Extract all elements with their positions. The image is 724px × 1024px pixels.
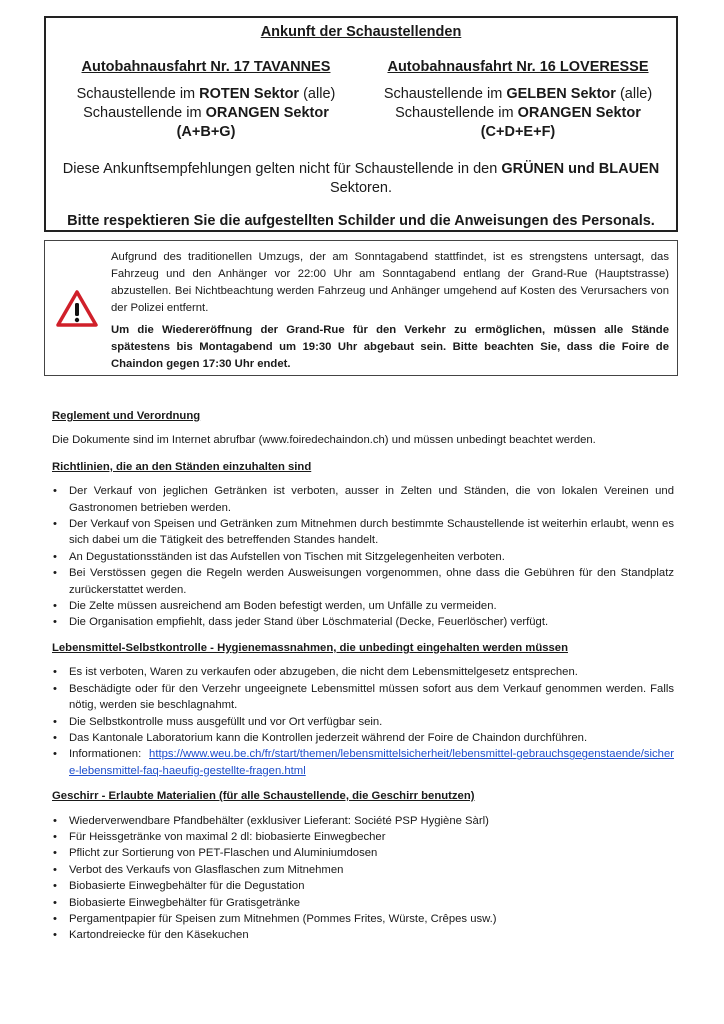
section-title-richtlinien: Richtlinien, die an den Ständen einzuhalten sind — [52, 460, 312, 473]
geschirr-list — [52, 813, 674, 944]
line-text: Schaustellende im — [383, 86, 507, 102]
info-label: Informationen: — [69, 748, 150, 761]
exit-loveresse-heading: Autobahnausfahrt Nr. 16 LOVERESSE — [387, 59, 649, 75]
list-item: • Pergamentpapier für Speisen zum Mitnehmen (Pommes Frites, Würste, Crêpes usw.) — [52, 911, 674, 927]
exit-tavannes-column — [56, 58, 356, 142]
warning-paragraph-parking: Aufgrund des traditionellen Umzugs, der am Sonntagabend stattfindet, ist es strengstens untersagt, das Fahrzeug und den Anhänger vor 22:00 Uhr am Sonntagabend entlang der Grand-Rue (Hauptstrasse) abzustellen. Bei Nichtbeachtung werden Fahrzeug und Anhänger umgehend auf Kosten des Verursachers von der Polizei entfernt. — [111, 251, 669, 314]
exit-loveresse-column — [368, 58, 668, 142]
notice-sectors: GRÜNEN und BLAUEN — [501, 161, 660, 177]
list-item: • Verbot des Verkaufs von Glasflaschen zum Mitnehmen — [52, 862, 674, 878]
list-item: • Bei Verstössen gegen die Regeln werden Ausweisungen vorgenommen, ohne dass die Gebühren für den Standplatz zurückerstattet werden. — [52, 565, 674, 598]
exit-tavannes-line1 — [56, 85, 356, 104]
exit-loveresse-line3 — [368, 123, 668, 142]
arrival-title: Ankunft der Schaustellenden — [260, 24, 462, 40]
exit-loveresse-line1 — [368, 85, 668, 104]
notice-text: Diese Ankunftsempfehlungen gelten nicht für Schaustellende in den — [62, 161, 502, 177]
section-title-hygiene: Lebensmittel-Selbstkontrolle - Hygienemassnahmen, die unbedingt eingehalten werden müssen — [52, 641, 568, 654]
exit-tavannes-line3 — [56, 123, 356, 142]
reglement-text: Die Dokumente sind im Internet abrufbar (www.foiredechaindon.ch) und müssen unbedingt beachtet werden. — [52, 434, 596, 447]
list-item: • Wiederverwendbare Pfandbehälter (exklusiver Lieferant: Société PSP Hygiène Sàrl) — [52, 813, 674, 829]
list-item: • Der Verkauf von jeglichen Getränken ist verboten, ausser in Zelten und Ständen, die von lokalen Vereinen und Gastronomen betrieben werden. — [52, 483, 674, 516]
list-item: • An Degustationsständen ist das Aufstellen von Tischen mit Sitzgelegenheiten verboten. — [52, 549, 674, 565]
section-title-reglement: Reglement und Verordnung — [52, 410, 201, 422]
list-item: • Die Organisation empfiehlt, dass jeder Stand über Löschmaterial (Decke, Feuerlöscher) verfügt. — [52, 614, 674, 630]
exit-tavannes-line2 — [56, 104, 356, 123]
regulations-body — [52, 408, 674, 953]
parade-warning-box — [44, 240, 678, 376]
list-item: • Es ist verboten, Waren zu verkaufen oder abzugeben, die nicht dem Lebensmittelgesetz entsprechen. — [52, 664, 674, 680]
sector-yellow: GELBEN Sektor — [506, 86, 616, 102]
sector-letters: (A+B+G) — [176, 124, 236, 140]
line-text: Schaustellende im — [76, 86, 200, 102]
list-item: • Die Zelte müssen ausreichend am Boden befestigt werden, um Unfälle zu vermeiden. — [52, 598, 674, 614]
list-item: • Pflicht zur Sortierung von PET-Flaschen und Aluminiumdosen — [52, 845, 674, 861]
richtlinien-list — [52, 483, 674, 631]
exit-tavannes-heading: Autobahnausfahrt Nr. 17 TAVANNES — [81, 59, 331, 75]
line-text: (alle) — [615, 86, 653, 102]
list-item: • Für Heissgetränke von maximal 2 dl: biobasierte Einwegbecher — [52, 829, 674, 845]
list-item: • Beschädigte oder für den Verzehr ungeeignete Lebensmittel müssen sofort aus dem Verkauf genommen werden. Falls nötig, werden sie beschlagnahmt. — [52, 681, 674, 714]
warning-paragraph-teardown: Um die Wiedereröffnung der Grand-Rue für den Verkehr zu ermöglichen, müssen alle Stände spätestens bis Montagabend um 19:30 Uhr abgebaut sein. Bitte beachten Sie, dass die Foire de Chaindon gegen 17:30 Uhr endet. — [111, 324, 669, 370]
list-item: • Der Verkauf von Speisen und Getränken zum Mitnehmen durch bestimmte Schaustellende ist weiterhin erlaubt, wenn es sich dabei um die Tätigkeit des betreffenden Standes handelt. — [52, 516, 674, 549]
warning-text — [111, 249, 669, 378]
sector-letters: (C+D+E+F) — [480, 124, 556, 140]
line-text: Schaustellende im — [395, 105, 518, 121]
list-item: • Biobasierte Einwegbehälter für Gratisgetränke — [52, 895, 674, 911]
line-text: Schaustellende im — [83, 105, 206, 121]
sector-orange: ORANGEN Sektor — [517, 105, 641, 121]
list-item-info — [52, 746, 674, 779]
notice-text: Sektoren. — [329, 180, 393, 196]
line-text: (alle) — [299, 86, 336, 102]
arrival-box — [44, 16, 678, 232]
exit-loveresse-line2 — [368, 104, 668, 123]
hygiene-info-link[interactable]: https://www.weu.be.ch/fr/start/themen/lebensmittelsicherheit/lebensmittel-gebrauchsgegenstaende/sichere-lebensmittel-faq-haeufig-gestellte-fragen.html — [69, 748, 674, 777]
sector-red: ROTEN Sektor — [199, 86, 300, 102]
list-item: • Die Selbstkontrolle muss ausgefüllt und vor Ort verfügbar sein. — [52, 714, 674, 730]
sector-orange: ORANGEN Sektor — [205, 105, 329, 121]
warning-triangle-icon — [55, 289, 99, 329]
list-item: • Kartondreiecke für den Käsekuchen — [52, 927, 674, 943]
respect-instructions: Bitte respektieren Sie die aufgestellten Schilder und die Anweisungen des Personals. — [67, 213, 655, 229]
list-item: • Das Kantonale Laboratorium kann die Kontrollen jederzeit während der Foire de Chaindon durchführen. — [52, 730, 674, 746]
arrival-notice — [60, 160, 662, 198]
hygiene-list — [52, 664, 674, 779]
section-title-geschirr: Geschirr - Erlaubte Materialien (für alle Schaustellende, die Geschirr benutzen) — [52, 790, 475, 803]
list-item: • Biobasierte Einwegbehälter für die Degustation — [52, 878, 674, 894]
